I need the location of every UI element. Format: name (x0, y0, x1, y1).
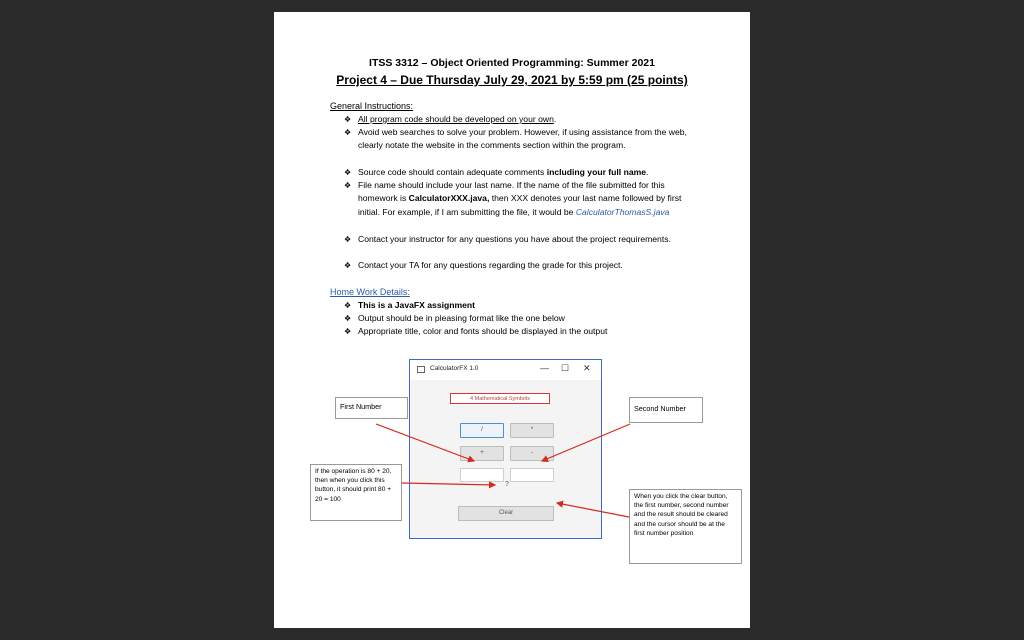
bullet-icon: ❖ (344, 301, 352, 310)
homework-bullet-3: ❖ Appropriate title, color and fonts should be displayed in the output (344, 325, 704, 338)
arrow-operation (402, 483, 495, 485)
multiply-button: * (510, 423, 554, 438)
general-bullet-2: ❖ Avoid web searches to solve your problem. However, if using assistance from the web, clearly notate the website in the comments section within the program. (344, 127, 687, 151)
bullet-icon: ❖ (344, 235, 352, 244)
homework-details-heading: Home Work Details: (330, 287, 410, 297)
window-title: CalculatorFX 1.0 (430, 365, 479, 372)
minus-button: - (510, 446, 554, 461)
minimize-icon: — (540, 363, 549, 373)
homework-bullet-2: ❖ Output should be in pleasing format like the one below (344, 312, 704, 325)
arrow-first-number (376, 424, 474, 461)
bullet-icon: ❖ (344, 327, 352, 336)
arrow-clear (557, 503, 629, 517)
close-icon: ✕ (583, 363, 591, 373)
bullet-icon: ❖ (344, 261, 352, 270)
divide-button: / (460, 423, 504, 438)
bullet-icon: ❖ (344, 115, 352, 124)
general-bullet-3: ❖ Source code should contain adequate comments including your full name. (344, 166, 704, 179)
homework-bullet-1: ❖ This is a JavaFX assignment (344, 299, 704, 312)
project-title: Project 4 – Due Thursday July 29, 2021 by 5:59 pm (25 points) (336, 73, 688, 87)
plus-button: + (460, 446, 504, 461)
first-number-annotation: First Number (335, 397, 408, 419)
bullet-icon: ❖ (344, 181, 352, 190)
general-bullet-1: ❖ All program code should be developed on your own. (344, 113, 704, 126)
symbols-label: 4 Mathematical Symbols (450, 393, 550, 404)
bullet-icon: ❖ (344, 314, 352, 323)
arrow-second-number (542, 424, 630, 461)
result-label: ? (505, 481, 509, 488)
annotation-arrows (274, 12, 750, 628)
course-title: ITSS 3312 – Object Oriented Programming: Summer 2021 (369, 57, 655, 69)
document-page (274, 12, 750, 628)
second-number-annotation: Second Number (629, 397, 703, 423)
clear-annotation: When you click the clear button, the first number, second number and the result should be cleared and the cursor should be at the first number position (629, 489, 742, 564)
clear-button: Clear (458, 506, 554, 521)
bullet-icon: ❖ (344, 128, 352, 137)
general-bullet-5: ❖ Contact your instructor for any questions you have about the project requirements. (344, 233, 704, 246)
general-instructions-heading: General Instructions: (330, 101, 414, 111)
general-bullet-4: ❖ File name should include your last name. If the name of the file submitted for this homework is CalculatorXXX.java, then XXX denotes your last name followed by first initial. For example, if I am submitting the file, it would be CalculatorThomasS.java (344, 180, 682, 217)
operation-annotation: If the operation is 80 + 20, then when you click this button, it should print 80 + 20 = 100 (310, 464, 402, 521)
bullet-icon: ❖ (344, 168, 352, 177)
maximize-icon: ☐ (561, 363, 570, 373)
general-bullet-6: ❖ Contact your TA for any questions regarding the grade for this project. (344, 259, 704, 272)
